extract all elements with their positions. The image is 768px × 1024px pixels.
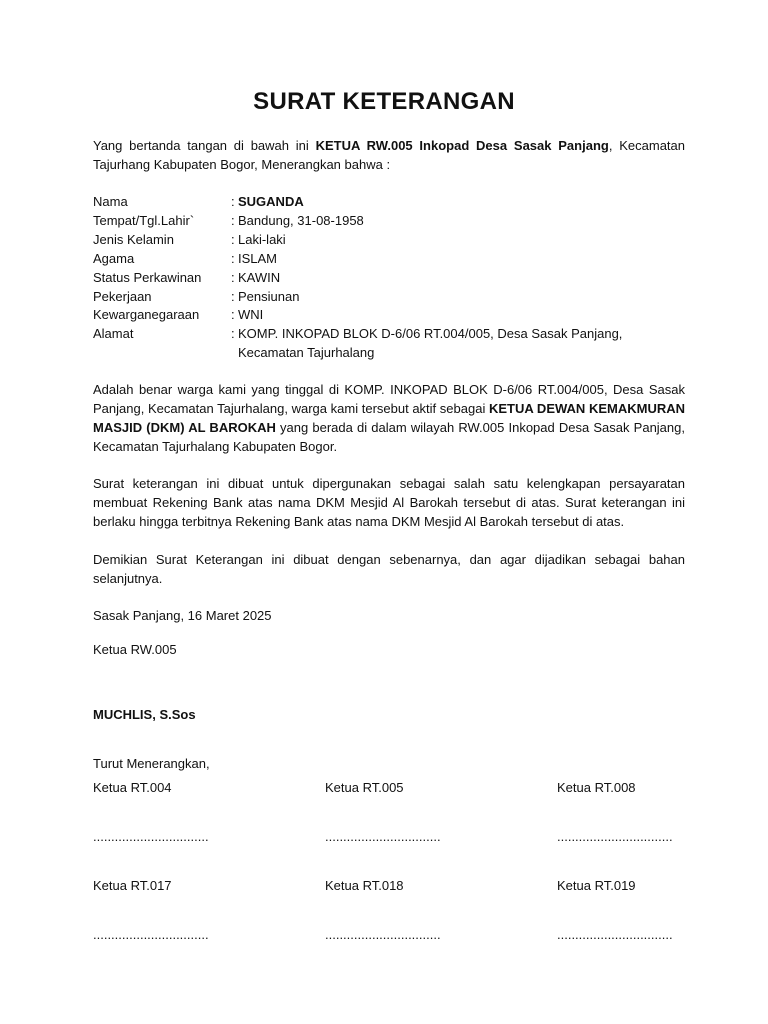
field-label: Pekerjaan bbox=[93, 289, 152, 304]
intro-text-bold: KETUA RW.005 Inkopad Desa Sasak Panjang bbox=[315, 138, 609, 153]
field-label: Kewarganegaraan bbox=[93, 307, 200, 322]
field-label: Jenis Kelamin bbox=[93, 232, 174, 247]
witness-title: Ketua RT.019 bbox=[557, 878, 636, 893]
body-paragraph-1 bbox=[93, 380, 685, 456]
field-separator: : bbox=[231, 232, 235, 247]
field-value: ISLAM bbox=[238, 251, 278, 266]
witness-title: Ketua RT.005 bbox=[325, 780, 404, 795]
field-separator: : bbox=[231, 194, 235, 209]
signature-line: ................................ bbox=[325, 829, 441, 844]
signature-line: ................................ bbox=[325, 927, 441, 942]
field-separator: : bbox=[231, 213, 235, 228]
witness-title: Ketua RT.017 bbox=[93, 878, 172, 893]
field-label: Alamat bbox=[93, 326, 134, 341]
field-separator: : bbox=[231, 326, 235, 341]
field-separator: : bbox=[231, 289, 235, 304]
field-label: Tempat/Tgl.Lahir` bbox=[93, 213, 195, 228]
signature-line: ................................ bbox=[93, 927, 209, 942]
field-label: Agama bbox=[93, 251, 135, 266]
field-separator: : bbox=[231, 307, 235, 322]
letter-title: SURAT KETERANGAN bbox=[253, 88, 515, 115]
body-paragraph-3: Demikian Surat Keterangan ini dibuat dengan sebenarnya, dan agar dijadikan sebagai bahan selanjutnya. bbox=[93, 552, 685, 586]
body1-text-bold: KETUA DEWAN KEMAKMURAN MASJID (DKM) AL BAROKAH bbox=[93, 401, 686, 435]
signature-line: ................................ bbox=[93, 829, 209, 844]
body1-text-pre: Adalah benar warga kami yang tinggal di KOMP. INKOPAD BLOK D-6/06 RT.004/005, Desa Sasak Panjang, Kecamatan Tajurhalang, warga kami tersebut aktif sebagai bbox=[93, 382, 685, 416]
field-value: WNI bbox=[238, 307, 264, 322]
field-separator: : bbox=[231, 251, 235, 266]
field-value: Pensiunan bbox=[238, 289, 300, 304]
place-date: Sasak Panjang, 16 Maret 2025 bbox=[93, 608, 272, 623]
field-separator: : bbox=[231, 270, 235, 285]
field-label: Nama bbox=[93, 194, 128, 209]
intro-text-post: , Kecamatan Tajurhang Kabupaten Bogor, Menerangkan bahwa : bbox=[93, 138, 685, 172]
intro-paragraph bbox=[93, 136, 685, 174]
witness-title: Ketua RT.018 bbox=[325, 878, 404, 893]
intro-text-pre: Yang bertanda tangan di bawah ini bbox=[93, 138, 316, 153]
field-value: SUGANDA bbox=[238, 194, 304, 209]
field-value: Laki-laki bbox=[238, 232, 286, 247]
body-paragraph-2: Surat keterangan ini dibuat untuk dipergunakan sebagai salah satu kelengkapan persayaratan membuat Rekening Bank atas nama DKM Mesjid Al Barokah tersebut di atas. Surat keterangan ini berlaku hingga terbitnya Rekening Bank atas nama DKM Mesjid Al Barokah tersebut di atas. bbox=[93, 476, 685, 529]
signer-title: Ketua RW.005 bbox=[93, 642, 177, 657]
field-value: Bandung, 31-08-1958 bbox=[238, 213, 364, 228]
field-value: KOMP. INKOPAD BLOK D-6/06 RT.004/005, Desa Sasak Panjang, Kecamatan Tajurhalang bbox=[238, 326, 623, 360]
body1-text-post: yang berada di dalam wilayah RW.005 Inkopad Desa Sasak Panjang, Kecamatan Tajurhalang Kabupaten Bogor. bbox=[93, 420, 685, 454]
witness-title: Ketua RT.004 bbox=[93, 780, 172, 795]
signature-line: ................................ bbox=[557, 829, 673, 844]
witness-heading: Turut Menerangkan, bbox=[93, 756, 210, 771]
field-label: Status Perkawinan bbox=[93, 270, 202, 285]
witness-title: Ketua RT.008 bbox=[557, 780, 636, 795]
signature-line: ................................ bbox=[557, 927, 673, 942]
signer-name: MUCHLIS, S.Sos bbox=[93, 707, 196, 722]
field-value: KAWIN bbox=[238, 270, 281, 285]
